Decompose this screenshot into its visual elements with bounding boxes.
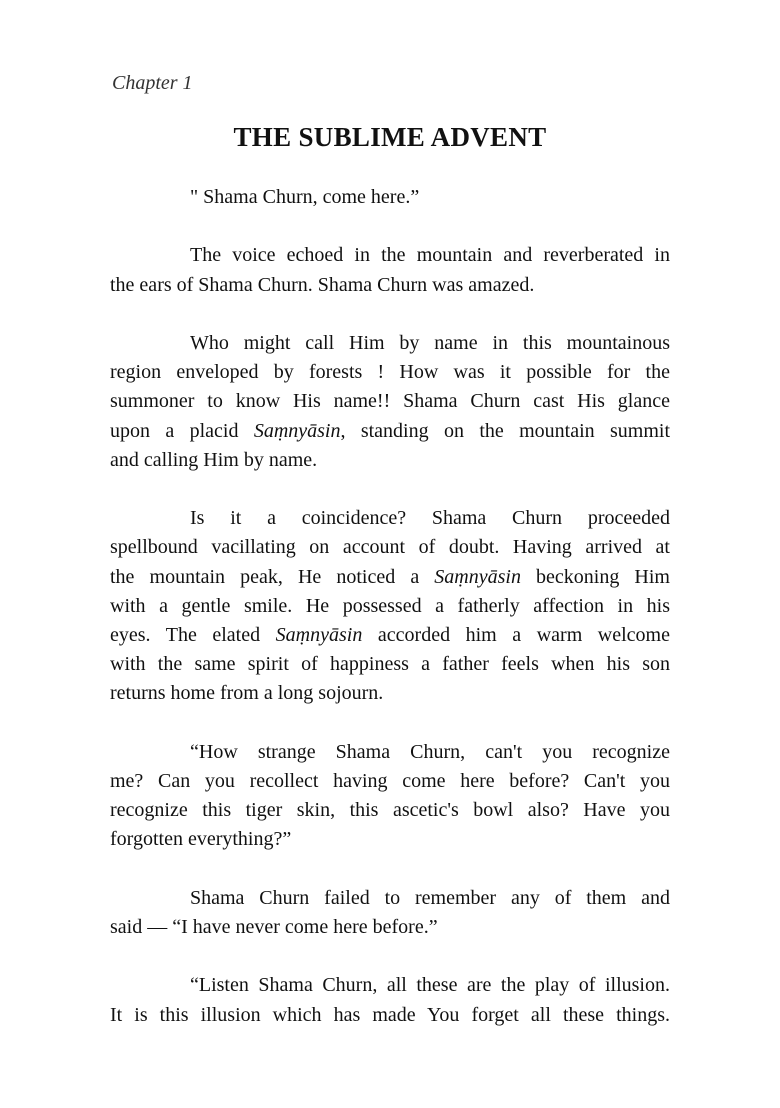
text-segment: and calling Him by name.: [110, 448, 318, 471]
text-segment: Shama Churn failed to remember any of them and: [190, 886, 670, 909]
text-segment: with the same spirit of happiness a father feels when his son: [110, 653, 670, 676]
text-line: [110, 358, 670, 387]
paragraph: [110, 971, 670, 1029]
text-line: [110, 241, 670, 270]
text-segment: spellbound vacillating on account of doubt. Having arrived at: [110, 536, 670, 559]
text-line: [110, 621, 670, 650]
text-line: [110, 767, 670, 796]
text-segment: the ears of Shama Churn. Shama Churn was amazed.: [110, 273, 535, 296]
text-line: [110, 387, 670, 416]
text-line: [110, 825, 670, 854]
text-segment: returns home from a long sojourn.: [110, 682, 384, 705]
chapter-title: THE SUBLIME ADVENT: [233, 122, 547, 152]
text-segment: with a gentle smile. He possessed a fatherly affection in his: [110, 594, 670, 617]
italic-term: Saṃnyāsin: [275, 624, 363, 646]
text-line: [110, 913, 670, 942]
text-segment: Is it a coincidence? Shama Churn proceeded: [190, 507, 670, 530]
text-line: [110, 738, 670, 767]
text-line: [110, 592, 670, 621]
text-segment: summoner to know His name!! Shama Churn cast His glance: [110, 390, 670, 413]
text-segment: region enveloped by forests ! How was it possible for the: [110, 361, 670, 384]
italic-term: Saṃnyāsin: [434, 565, 521, 588]
text-segment: forgotten everything?”: [110, 828, 292, 851]
chapter-label: Chapter 1: [112, 72, 193, 94]
text-line: [110, 563, 670, 592]
text-segment: beckoning Him: [520, 565, 670, 588]
text-line: [110, 329, 670, 358]
text-segment: Who might call Him by name in this mountainous: [190, 331, 670, 354]
text-line: [110, 679, 670, 708]
text-line: [110, 183, 670, 212]
paragraph: [110, 738, 670, 855]
text-segment: It is this illusion which has made You forget all these things.: [110, 1003, 670, 1026]
text-segment: the mountain peak, He noticed a: [110, 565, 435, 588]
text-segment: , standing on the mountain summit: [340, 419, 671, 442]
text-line: [110, 971, 670, 1000]
paragraph: [110, 329, 670, 475]
text-line: [110, 417, 670, 446]
text-line: [110, 446, 670, 475]
body-text: [110, 183, 670, 1059]
paragraph: [110, 241, 670, 299]
text-segment: upon a placid: [110, 419, 254, 442]
text-line: [110, 884, 670, 913]
paragraph: [110, 183, 670, 212]
text-line: [110, 271, 670, 300]
paragraph: [110, 504, 670, 708]
text-segment: said — “I have never come here before.”: [110, 916, 438, 938]
text-line: [110, 796, 670, 825]
text-line: [110, 533, 670, 562]
text-segment: " Shama Churn, come here.”: [190, 186, 420, 208]
paragraph: [110, 884, 670, 942]
text-line: [110, 504, 670, 533]
text-segment: recognize this tiger skin, this ascetic's bowl also? Have you: [110, 799, 670, 822]
text-segment: “Listen Shama Churn, all these are the play of illusion.: [190, 974, 670, 997]
text-segment: eyes. The elated: [110, 624, 276, 646]
text-line: [110, 650, 670, 679]
text-segment: me? Can you recollect having come here before? Can't you: [110, 770, 670, 792]
text-segment: accorded him a warm welcome: [362, 624, 670, 646]
text-line: [110, 1001, 670, 1030]
text-segment: The voice echoed in the mountain and reverberated in: [190, 244, 670, 267]
text-segment: “How strange Shama Churn, can't you recognize: [190, 740, 670, 763]
italic-term: Saṃnyāsin: [253, 419, 341, 442]
